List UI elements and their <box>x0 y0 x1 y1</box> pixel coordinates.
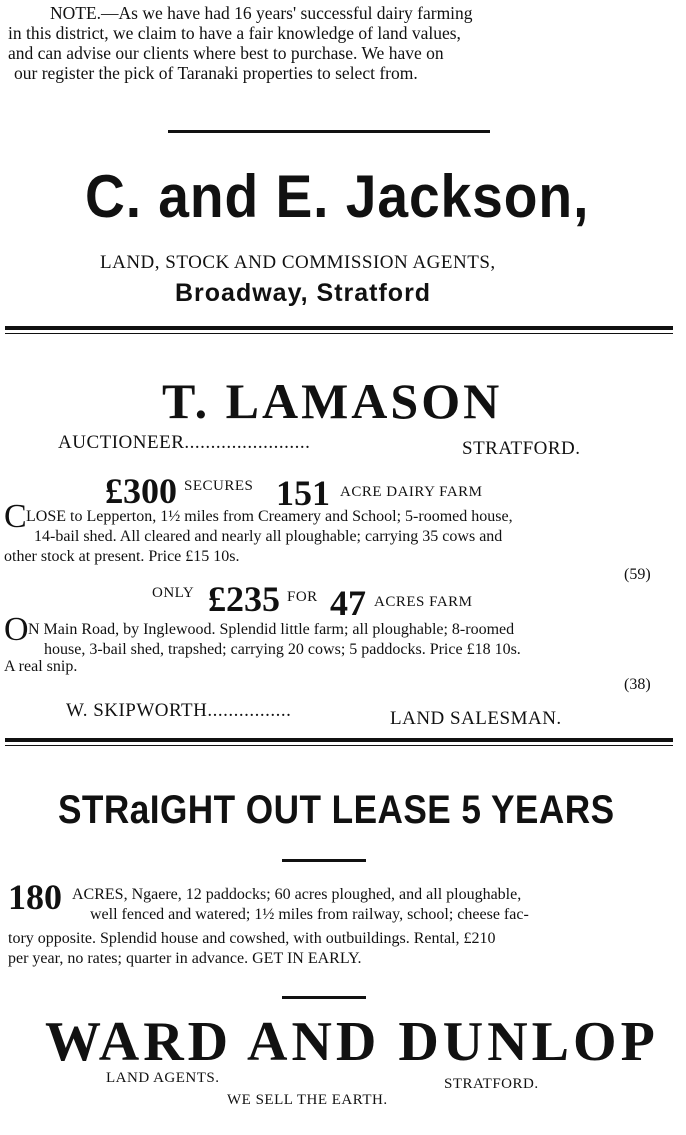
ward-slogan: WE SELL THE EARTH. <box>227 1092 388 1108</box>
listing1-line1: LOSE to Lepperton, 1½ miles from Creamery and School; 5-roomed house, <box>26 508 513 525</box>
lease-line2: well fenced and watered; 1½ miles from railway, school; cheese fac- <box>90 906 529 923</box>
note-line-1: NOTE.—As we have had 16 years' successful dairy farming <box>50 3 473 23</box>
listing1-drop-cap: C <box>4 498 27 535</box>
listing2-acres: 47 <box>330 583 366 623</box>
salesman-left: W. SKIPWORTH................ <box>66 700 292 721</box>
lease-lead-number: 180 <box>8 877 62 917</box>
note-line-4: our register the pick of Taranaki properties to select from. <box>14 63 418 83</box>
divider-short <box>168 130 490 133</box>
lease-line4: per year, no rates; quarter in advance. GET IN EARLY. <box>8 950 362 967</box>
listing2-line3: A real snip. <box>4 658 78 675</box>
listing1-secures: SECURES <box>184 478 254 494</box>
listing1-ref: (59) <box>624 566 651 583</box>
listing1-type: ACRE DAIRY FARM <box>340 484 483 500</box>
lease-line1: ACRES, Ngaere, 12 paddocks; 60 acres ploughed, and all ploughable, <box>72 886 522 903</box>
divider-ward <box>282 996 366 999</box>
listing1-line3: other stock at present. Price £15 10s. <box>4 548 240 565</box>
jackson-address: Broadway, Stratford <box>175 279 432 307</box>
listing2-drop-cap: O <box>4 611 29 648</box>
divider-thin <box>5 333 673 334</box>
note-line-2: in this district, we claim to have a fair knowledge of land values, <box>8 23 461 43</box>
ward-firm: WARD AND DUNLOP <box>45 1011 659 1073</box>
listing1-acres: 151 <box>276 473 330 513</box>
lamason-title-right: STRATFORD. <box>462 438 581 459</box>
listing2-ref: (38) <box>624 676 651 693</box>
jackson-name: C. and E. Jackson, <box>85 163 590 230</box>
listing2-line1: N Main Road, by Inglewood. Splendid little farm; all ploughable; 8-roomed <box>28 621 515 638</box>
listing2-only: ONLY <box>152 585 195 601</box>
lamason-title-left: AUCTIONEER........................ <box>58 432 311 453</box>
lease-line3: tory opposite. Splendid house and cowshed, with outbuildings. Rental, £210 <box>8 930 496 947</box>
divider-thick-2 <box>5 738 673 742</box>
ward-town: STRATFORD. <box>444 1076 539 1092</box>
divider-lease <box>282 859 366 862</box>
lamason-name: T. LAMASON <box>162 373 503 429</box>
divider-thin-2 <box>5 745 673 746</box>
ward-role: LAND AGENTS. <box>106 1070 220 1086</box>
listing1-price: £300 <box>105 471 177 511</box>
salesman-right: LAND SALESMAN. <box>390 708 562 729</box>
note-line-3: and can advise our clients where best to purchase. We have on <box>8 43 444 63</box>
listing2-type: ACRES FARM <box>374 594 473 610</box>
listing2-line2: house, 3-bail shed, trapshed; carrying 20 cows; 5 paddocks. Price £18 10s. <box>44 641 521 658</box>
listing1-line2: 14-bail shed. All cleared and nearly all ploughable; carrying 35 cows and <box>34 528 503 545</box>
listing2-for: FOR <box>287 589 318 605</box>
divider-thick <box>5 326 673 330</box>
listing2-price: £235 <box>208 579 280 619</box>
lease-headline: STRaIGHT OUT LEASE 5 YEARS <box>58 788 615 832</box>
jackson-role: LAND, STOCK AND COMMISSION AGENTS, <box>100 252 496 273</box>
